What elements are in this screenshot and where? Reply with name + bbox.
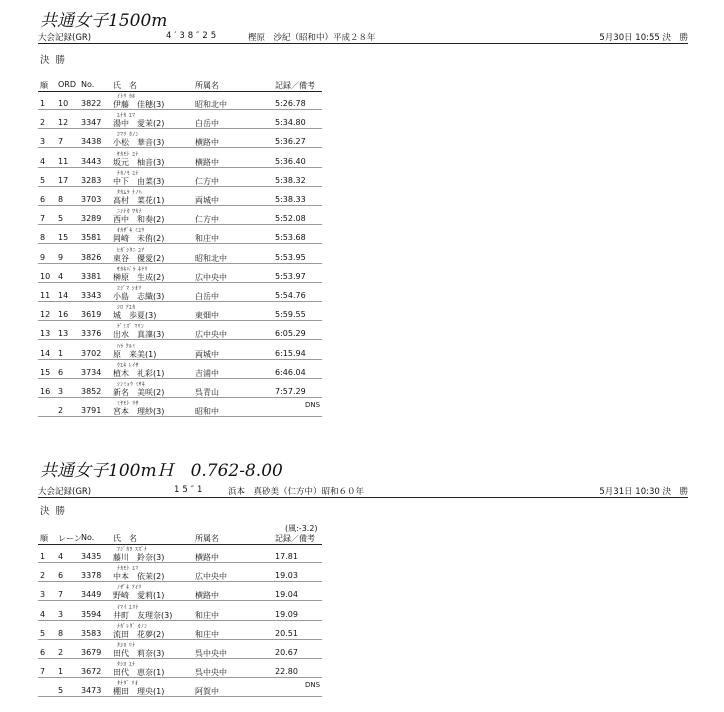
ord-cell: 7 xyxy=(58,590,64,600)
table-row xyxy=(38,93,322,110)
result-time: 19.04 xyxy=(275,590,298,600)
team-name: 白岳中 xyxy=(195,292,219,301)
result-time: 5:53.95 xyxy=(275,252,306,262)
bib-number: 3734 xyxy=(81,367,102,377)
place-cell: 3 xyxy=(40,137,46,147)
ord-cell: 6 xyxy=(58,571,64,581)
col-team: 所属名 xyxy=(195,81,219,90)
table-row xyxy=(38,381,322,398)
result-time: 6:15.94 xyxy=(275,348,306,358)
place-cell: 1 xyxy=(40,99,46,108)
result-time: 5:38.32 xyxy=(275,175,306,185)
ord-cell: 3 xyxy=(58,387,64,396)
bib-number: 3438 xyxy=(81,137,102,147)
athlete-name: 高村 菜花(1) xyxy=(113,196,165,205)
place-cell: 6 xyxy=(40,648,46,657)
table-row xyxy=(38,151,322,168)
bib-number: 3791 xyxy=(81,406,102,416)
athlete-kana: ｻｶｷﾊﾞﾗ ｷﾃﾘ xyxy=(117,266,148,273)
place-cell: 12 xyxy=(40,310,51,320)
table-row xyxy=(38,247,322,264)
place-cell: 4 xyxy=(40,609,46,619)
team-name: 両城中 xyxy=(195,349,219,359)
ord-cell: 12 xyxy=(58,118,69,128)
event-title: 共通女子100mＨ 0.762-8.00 xyxy=(40,461,283,481)
athlete-name: 中本 依茉(2) xyxy=(113,572,165,582)
athlete-name: 小松 華音(3) xyxy=(113,138,165,148)
table-row xyxy=(38,323,322,340)
team-name: 仁方中 xyxy=(195,176,219,186)
results-header xyxy=(38,80,322,92)
place-cell: 11 xyxy=(40,291,51,300)
table-row xyxy=(38,546,322,563)
team-name: 昭和北中 xyxy=(195,100,227,109)
athlete-kana: ﾀｼﾛ ﾘﾅ xyxy=(117,643,136,649)
ord-cell: 8 xyxy=(58,628,64,638)
place-cell: 10 xyxy=(40,271,51,281)
ord-cell: 1 xyxy=(58,348,64,358)
table-row xyxy=(38,266,322,283)
athlete-kana: ﾅｶﾉﾓ ﾕﾅ xyxy=(117,170,139,177)
team-name: 横路中 xyxy=(195,591,219,601)
athlete-kana: ﾅｶﾓﾄ ｴﾏ xyxy=(117,566,139,573)
athlete-kana: ｲﾏｲ ﾕﾘﾅ xyxy=(117,604,139,611)
ord-cell: 3 xyxy=(58,609,64,619)
result-time: 5:26.78 xyxy=(275,99,306,108)
result-note: DNS xyxy=(305,401,321,410)
table-row xyxy=(38,565,322,582)
ord-cell: 15 xyxy=(58,233,69,243)
bib-number: 3679 xyxy=(81,648,102,657)
athlete-name: 坂元 柚音(3) xyxy=(113,157,165,167)
athlete-name: 流田 花夢(2) xyxy=(113,629,165,639)
place-cell: 6 xyxy=(40,195,46,204)
athlete-kana: ﾆｼﾅｶ ﾜｶﾅ xyxy=(117,209,142,216)
result-time: 5:38.33 xyxy=(275,195,306,204)
result-time: 5:53.97 xyxy=(275,271,306,281)
ord-cell: 2 xyxy=(58,406,64,416)
place-cell: 5 xyxy=(40,175,46,185)
team-name: 阿賀中 xyxy=(195,687,219,697)
team-name: 広中央中 xyxy=(195,330,227,340)
result-note: DNS xyxy=(305,681,321,690)
col-result: 記録／備考 xyxy=(275,81,315,90)
team-name: 横路中 xyxy=(195,138,219,148)
place-cell: 2 xyxy=(40,118,46,128)
team-name: 呉青山 xyxy=(195,388,219,397)
table-row xyxy=(38,227,322,244)
ord-cell: 16 xyxy=(58,310,69,320)
table-row xyxy=(38,604,322,621)
athlete-kana: ﾋｶﾞｼﾀﾆ ﾕｱ xyxy=(117,247,145,254)
team-name: 広中央中 xyxy=(195,272,227,282)
bib-number: 3581 xyxy=(81,233,102,243)
athlete-kana: ｺﾏﾂ ｶﾉﾝ xyxy=(117,132,139,139)
col-result: 記録／備考 xyxy=(275,534,315,543)
athlete-name: 湯中 愛茉(2) xyxy=(113,119,165,129)
result-time: 5:54.76 xyxy=(275,291,306,300)
meet-record-bar xyxy=(38,30,688,44)
result-time: 5:59.55 xyxy=(275,310,306,320)
athlete-name: 田代 莉奈(3) xyxy=(113,649,165,658)
bib-number: 3343 xyxy=(81,291,102,300)
ord-cell: 14 xyxy=(58,291,69,300)
table-row xyxy=(38,661,322,678)
result-time: 17.81 xyxy=(275,552,298,561)
ord-cell: 4 xyxy=(58,271,64,281)
ord-cell: 13 xyxy=(58,329,69,339)
place-cell: 3 xyxy=(40,590,46,600)
record-holder: 浜本 真砂美（仁方中）昭和６０年 xyxy=(228,487,365,497)
place-cell: 2 xyxy=(40,571,46,581)
place-cell: 14 xyxy=(40,348,51,358)
athlete-name: 野崎 愛莉(1) xyxy=(113,591,165,601)
table-row xyxy=(38,642,322,659)
athlete-name: 植木 礼彩(1) xyxy=(113,368,165,378)
athlete-kana: ﾅｶﾞﾚﾀﾞ ｶﾉﾝ xyxy=(117,623,148,630)
athlete-name: 原 来美(1) xyxy=(113,349,157,359)
bib-number: 3852 xyxy=(81,387,102,396)
col-team: 所属名 xyxy=(195,534,219,543)
ord-cell: 5 xyxy=(58,686,64,696)
athlete-kana: ﾃﾞﾐｽﾞ ﾏﾘﾝ xyxy=(117,324,145,331)
team-name: 和庄中 xyxy=(195,629,219,639)
table-row xyxy=(38,170,322,187)
table-row xyxy=(38,400,322,417)
bib-number: 3473 xyxy=(81,686,102,696)
athlete-name: 城 歩夏(3) xyxy=(113,311,157,321)
col-no: No. xyxy=(81,533,95,542)
table-row xyxy=(38,362,322,379)
team-name: 仁方中 xyxy=(195,215,219,225)
result-time: 22.80 xyxy=(275,667,298,677)
bib-number: 3435 xyxy=(81,552,102,561)
team-name: 横路中 xyxy=(195,553,219,562)
place-cell: 1 xyxy=(40,552,46,561)
ord-cell: 11 xyxy=(58,156,69,166)
table-row xyxy=(38,680,322,697)
place-cell: 9 xyxy=(40,252,46,262)
place-cell: 4 xyxy=(40,156,46,166)
bib-number: 3381 xyxy=(81,271,102,281)
event-datetime: 5月30日 10:55 決 勝 xyxy=(599,33,688,43)
table-row xyxy=(38,304,322,321)
bib-number: 3449 xyxy=(81,590,102,600)
place-cell: 16 xyxy=(40,387,51,396)
col-no: No. xyxy=(81,80,95,89)
table-row xyxy=(38,112,322,129)
athlete-kana: ｲﾄｳ ｶﾎ xyxy=(117,94,136,100)
athlete-name: 榊原 生成(2) xyxy=(113,272,165,282)
result-time: 5:34.80 xyxy=(275,118,306,128)
athlete-kana: ｼﾝﾐｮｳ ﾐｻｷ xyxy=(117,382,146,388)
bib-number: 3822 xyxy=(81,99,102,108)
wind-reading: (風:-3.2) xyxy=(285,524,318,533)
col-name: 氏 名 xyxy=(113,534,137,543)
ord-cell: 8 xyxy=(58,195,64,204)
team-name: 広中央中 xyxy=(195,572,227,582)
col-name: 氏 名 xyxy=(113,81,137,90)
athlete-name: 井町 友理奈(3) xyxy=(113,610,173,620)
athlete-kana: ﾕﾅｶ ｴﾏ xyxy=(117,113,136,120)
table-row xyxy=(38,623,322,640)
table-row xyxy=(38,131,322,148)
team-name: 横路中 xyxy=(195,157,219,167)
ord-cell: 1 xyxy=(58,667,64,677)
place-cell: 7 xyxy=(40,667,46,677)
record-time: 15″1 xyxy=(174,485,206,495)
team-name: 和庄中 xyxy=(195,610,219,620)
bib-number: 3702 xyxy=(81,348,102,358)
table-row xyxy=(38,584,322,601)
athlete-kana: ﾀﾅﾀﾞ ﾘｵ xyxy=(117,681,139,688)
athlete-kana: ｵｶｻﾞｷ ﾐﾕｳ xyxy=(117,228,145,235)
col-lane: レーン xyxy=(58,534,82,543)
ord-cell: 7 xyxy=(58,137,64,147)
ord-cell: 4 xyxy=(58,552,64,561)
col-place: 順 xyxy=(40,81,48,90)
bib-number: 3376 xyxy=(81,329,102,339)
bib-number: 3619 xyxy=(81,310,102,320)
team-name: 呉中央中 xyxy=(195,668,227,678)
team-name: 昭和北中 xyxy=(195,253,227,263)
ord-cell: 9 xyxy=(58,252,64,262)
athlete-name: 藤川 鈴奈(3) xyxy=(113,553,165,562)
bib-number: 3283 xyxy=(81,175,102,185)
team-name: 和庄中 xyxy=(195,234,219,244)
col-place: 順 xyxy=(40,534,48,543)
athlete-kana: ﾌｼﾞｶﾜ ｽｽﾞﾅ xyxy=(117,547,148,553)
athlete-kana: ｻｶﾓﾄ ﾕﾅ xyxy=(117,151,139,158)
athlete-name: 伊藤 佳穂(3) xyxy=(113,100,165,109)
ord-cell: 6 xyxy=(58,367,64,377)
athlete-name: 田代 恵奈(1) xyxy=(113,668,165,678)
record-label: 大会記録(GR) xyxy=(38,487,92,497)
athlete-kana: ｳｴｷ ﾚｲｻ xyxy=(117,362,139,369)
team-name: 両城中 xyxy=(195,196,219,205)
athlete-name: 新名 美咲(2) xyxy=(113,388,165,397)
athlete-name: 出水 真凜(3) xyxy=(113,330,165,340)
heat-label: 決勝 xyxy=(40,506,72,517)
athlete-kana: ﾀｼﾛ ｴﾅ xyxy=(117,662,136,669)
athlete-kana: ﾐﾔﾓﾄ ﾘｻ xyxy=(117,401,139,408)
record-label: 大会記録(GR) xyxy=(38,33,92,43)
team-name: 白岳中 xyxy=(195,119,219,129)
bib-number: 3289 xyxy=(81,214,102,224)
heat-label: 決勝 xyxy=(40,55,72,66)
place-cell: 8 xyxy=(40,233,46,243)
athlete-kana: ﾉｻﾞｷ ｱｲﾘ xyxy=(117,585,142,592)
event-datetime: 5月31日 10:30 決 勝 xyxy=(599,487,688,497)
team-name: 吉浦中 xyxy=(195,368,219,378)
meet-record-bar xyxy=(38,484,688,498)
table-row xyxy=(38,343,322,360)
ord-cell: 5 xyxy=(58,214,64,224)
bib-number: 3826 xyxy=(81,252,102,262)
table-row xyxy=(38,285,322,302)
athlete-name: 宮本 理紗(3) xyxy=(113,407,165,417)
athlete-name: 東谷 優愛(2) xyxy=(113,253,165,263)
record-holder: 樫原 沙紀（昭和中）平成２８年 xyxy=(248,33,376,43)
athlete-name: 中下 由菜(3) xyxy=(113,176,165,186)
result-time: 5:52.08 xyxy=(275,214,306,224)
result-time: 20.51 xyxy=(275,628,298,638)
team-name: 昭和中 xyxy=(195,407,219,417)
ord-cell: 2 xyxy=(58,648,64,657)
place-cell: 15 xyxy=(40,367,51,377)
result-time: 5:53.68 xyxy=(275,233,306,243)
place-cell: 13 xyxy=(40,329,51,339)
bib-number: 3378 xyxy=(81,571,102,581)
athlete-kana: ﾀｶﾑﾗ ﾅﾉﾊ xyxy=(117,190,142,196)
table-row xyxy=(38,208,322,225)
bib-number: 3347 xyxy=(81,118,102,128)
bib-number: 3594 xyxy=(81,609,102,619)
result-time: 5:36.27 xyxy=(275,137,306,147)
athlete-name: 西中 和奏(2) xyxy=(113,215,165,225)
athlete-name: 小島 志織(3) xyxy=(113,292,165,301)
bib-number: 3583 xyxy=(81,628,102,638)
athlete-name: 棚田 理央(1) xyxy=(113,687,165,697)
result-time: 6:05.29 xyxy=(275,329,306,339)
bib-number: 3703 xyxy=(81,195,102,204)
result-time: 19.09 xyxy=(275,609,298,619)
ord-cell: 17 xyxy=(58,175,69,185)
team-name: 東畑中 xyxy=(195,311,219,321)
team-name: 呉中央中 xyxy=(195,649,227,658)
bib-number: 3443 xyxy=(81,156,102,166)
place-cell: 7 xyxy=(40,214,46,224)
result-time: 5:36.40 xyxy=(275,156,306,166)
athlete-name: 岡崎 未侑(2) xyxy=(113,234,165,244)
bib-number: 3672 xyxy=(81,667,102,677)
record-time: 4′38″25 xyxy=(166,31,220,41)
table-row xyxy=(38,189,322,206)
results-header xyxy=(38,533,322,545)
col-ord: ORD xyxy=(58,80,77,89)
ord-cell: 10 xyxy=(58,99,69,108)
place-cell: 5 xyxy=(40,628,46,638)
result-time: 19.03 xyxy=(275,571,298,581)
event-title: 共通女子1500m xyxy=(40,11,168,31)
result-time: 7:57.29 xyxy=(275,387,306,396)
athlete-kana: ﾊﾗ ｸﾙﾐ xyxy=(117,343,136,350)
athlete-kana: ｺｼﾞﾏ ｼｵﾘ xyxy=(117,286,142,292)
result-time: 20.67 xyxy=(275,648,298,657)
result-time: 6:46.04 xyxy=(275,367,306,377)
athlete-kana: ｼﾛ ｱﾕｶ xyxy=(117,305,136,312)
